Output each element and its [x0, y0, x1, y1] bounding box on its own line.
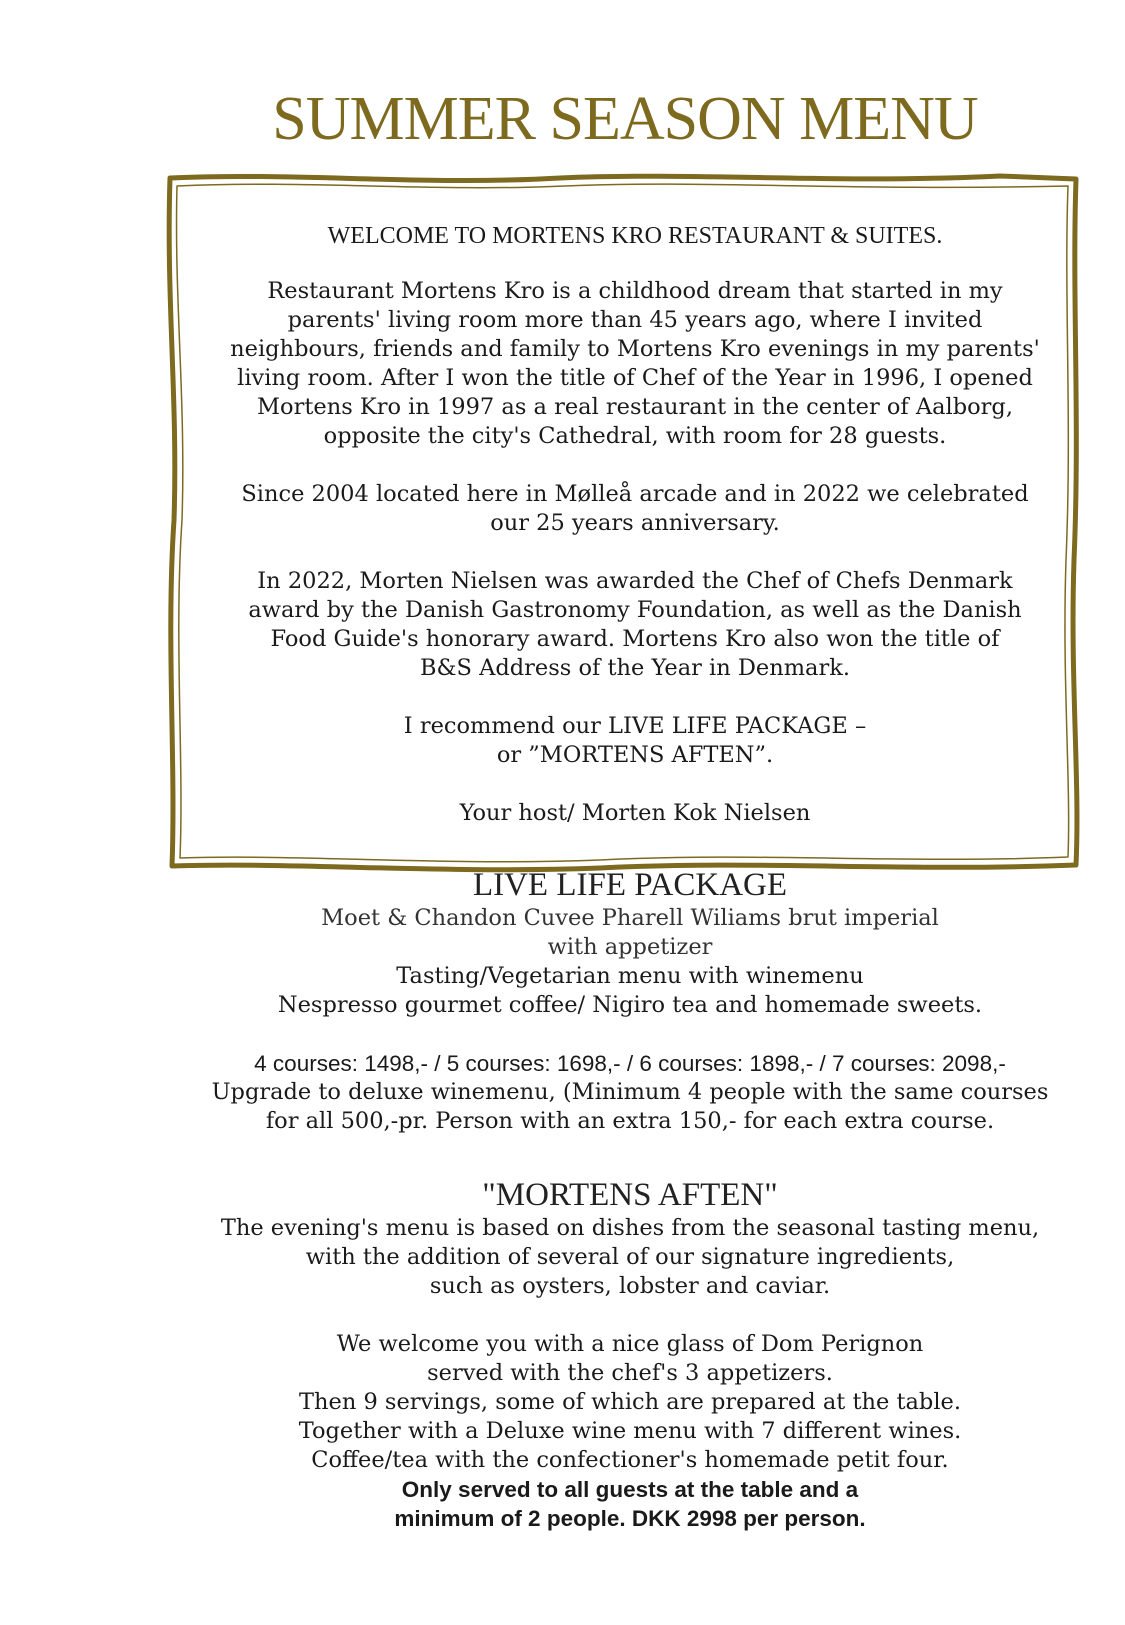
mortens-aften-heading: "MORTENS AFTEN": [482, 1177, 778, 1213]
text-line: or ”MORTENS AFTEN”.: [496, 742, 774, 768]
upgrade-line: for all 500,-pr. Person with an extra 150,- for each extra course.: [265, 1108, 995, 1134]
intro-paragraph-history: [185, 277, 1085, 451]
live-life-heading: LIVE LIFE PACKAGE: [472, 867, 788, 903]
text-line: our 25 years anniversary.: [490, 510, 780, 536]
text-line: I recommend our LIVE LIFE PACKAGE –: [403, 713, 867, 739]
text-line: Since 2004 located here in Mølleå arcade and in 2022 we celebrated: [241, 481, 1029, 507]
conditions-line: minimum of 2 people. DKK 2998 per person.: [394, 1506, 866, 1531]
text-line: living room. After I won the title of Chef of the Year in 1996, I opened: [237, 365, 1033, 391]
menu-line: Tasting/Vegetarian menu with winemenu: [396, 963, 864, 989]
text-line: B&S Address of the Year in Denmark.: [419, 655, 851, 681]
host-signature: Your host/ Morten Kok Nielsen: [459, 800, 811, 826]
text-line: parents' living room more than 45 years ago, where I invited: [287, 307, 983, 333]
live-life-package-section: [170, 866, 1090, 1136]
menu-line: with appetizer: [547, 934, 713, 960]
intro-box: [185, 222, 1085, 857]
menu-line: such as oysters, lobster and caviar.: [429, 1273, 831, 1299]
welcome-heading: WELCOME TO MORTENS KRO RESTAURANT & SUITES.: [327, 223, 943, 249]
intro-paragraph-recommendation: [185, 712, 1085, 770]
menu-line: Nespresso gourmet coffee/ Nigiro tea and homemade sweets.: [277, 992, 983, 1018]
menu-line: We welcome you with a nice glass of Dom Perignon: [336, 1331, 924, 1357]
text-line: Restaurant Mortens Kro is a childhood dream that started in my: [267, 278, 1003, 304]
upgrade-line: Upgrade to deluxe winemenu, (Minimum 4 people with the same courses: [211, 1079, 1049, 1105]
intro-paragraph-location: [185, 480, 1085, 538]
menu-line: with the addition of several of our signature ingredients,: [305, 1244, 955, 1270]
text-line: award by the Danish Gastronomy Foundation, as well as the Danish: [248, 597, 1022, 623]
menu-line: The evening's menu is based on dishes from the seasonal tasting menu,: [220, 1215, 1040, 1241]
text-line: In 2022, Morten Nielsen was awarded the Chef of Chefs Denmark: [257, 568, 1013, 594]
menu-line: Then 9 servings, some of which are prepared at the table.: [299, 1389, 961, 1415]
text-line: Food Guide's honorary award. Mortens Kro also won the title of: [270, 626, 1000, 652]
menu-line: Coffee/tea with the confectioner's homemade petit four.: [311, 1447, 949, 1473]
menu-line: Moet & Chandon Cuvee Pharell Wiliams brut imperial: [321, 905, 939, 931]
menu-line: served with the chef's 3 appetizers.: [427, 1360, 833, 1386]
text-line: Mortens Kro in 1997 as a real restaurant in the center of Aalborg,: [257, 394, 1013, 420]
text-line: opposite the city's Cathedral, with room for 28 guests.: [323, 423, 947, 449]
menu-line: Together with a Deluxe wine menu with 7 different wines.: [298, 1418, 962, 1444]
course-prices: 4 courses: 1498,- / 5 courses: 1698,- / 6 courses: 1898,- / 7 courses: 2098,-: [254, 1051, 1006, 1076]
conditions-line: Only served to all guests at the table and a: [401, 1477, 859, 1502]
page-title: SUMMER SEASON MENU: [272, 85, 978, 153]
text-line: neighbours, friends and family to Mortens Kro evenings in my parents': [230, 336, 1040, 362]
intro-paragraph-awards: [185, 567, 1085, 683]
mortens-aften-section: [170, 1176, 1090, 1533]
